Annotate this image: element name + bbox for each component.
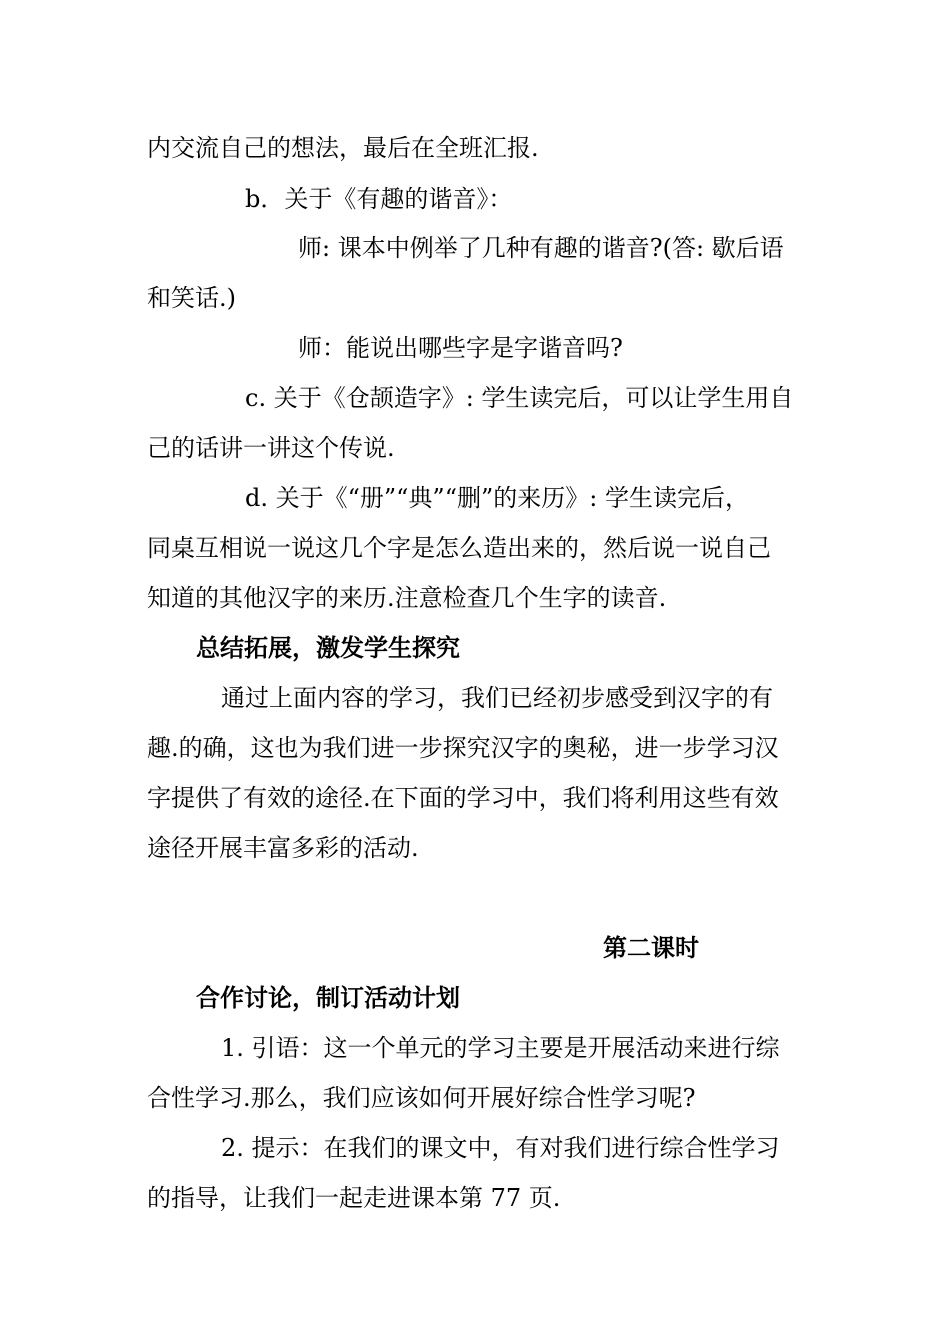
teacher-question-line: 师: 课本中例举了几种有趣的谐音?(答: 歇后语: [298, 234, 784, 262]
item-c-line: c. 关于《仓颉造字》: 学生读完后，可以让学生用自: [245, 384, 794, 412]
paragraph-line: 趣.的确，这也为我们进一步探究汉字的奥秘，进一步学习汉: [147, 734, 779, 762]
numbered-item-line: 2. 提示：在我们的课文中，有对我们进行综合性学习: [221, 1134, 780, 1162]
paragraph-line: 合性学习.那么，我们应该如何开展好综合性学习呢?: [147, 1084, 696, 1112]
section-heading: 总结拓展，激发学生探究: [196, 633, 460, 662]
paragraph-line: 同桌互相说一说这几个字是怎么造出来的，然后说一说自己: [147, 534, 771, 562]
teacher-question-line: 师：能说出哪些字是字谐音吗?: [298, 334, 623, 362]
paragraph-line: 途径开展丰富多彩的活动.: [147, 834, 419, 862]
numbered-item-line: 1. 引语：这一个单元的学习主要是开展活动来进行综: [221, 1034, 780, 1062]
paragraph-line: 字提供了有效的途径.在下面的学习中，我们将利用这些有效: [147, 784, 779, 812]
paragraph-line: 内交流自己的想法，最后在全班汇报.: [147, 134, 539, 162]
lesson-title: 第二课时: [603, 933, 699, 962]
paragraph-line: 知道的其他汉字的来历.注意检查几个生字的读音.: [147, 584, 667, 612]
paragraph-line: 己的话讲一讲这个传说.: [147, 434, 395, 462]
item-b-heading: b．关于《有趣的谐音》：: [245, 185, 513, 213]
section-heading: 合作讨论，制订活动计划: [196, 983, 460, 1012]
paragraph-line: 的指导，让我们一起走进课本第 77 页.: [147, 1184, 561, 1212]
paragraph-line: 和笑话.): [147, 284, 236, 312]
item-d-line: d. 关于《“册”“典”“删”的来历》: 学生读完后，: [245, 484, 749, 512]
paragraph-line: 通过上面内容的学习，我们已经初步感受到汉字的有: [221, 684, 773, 712]
